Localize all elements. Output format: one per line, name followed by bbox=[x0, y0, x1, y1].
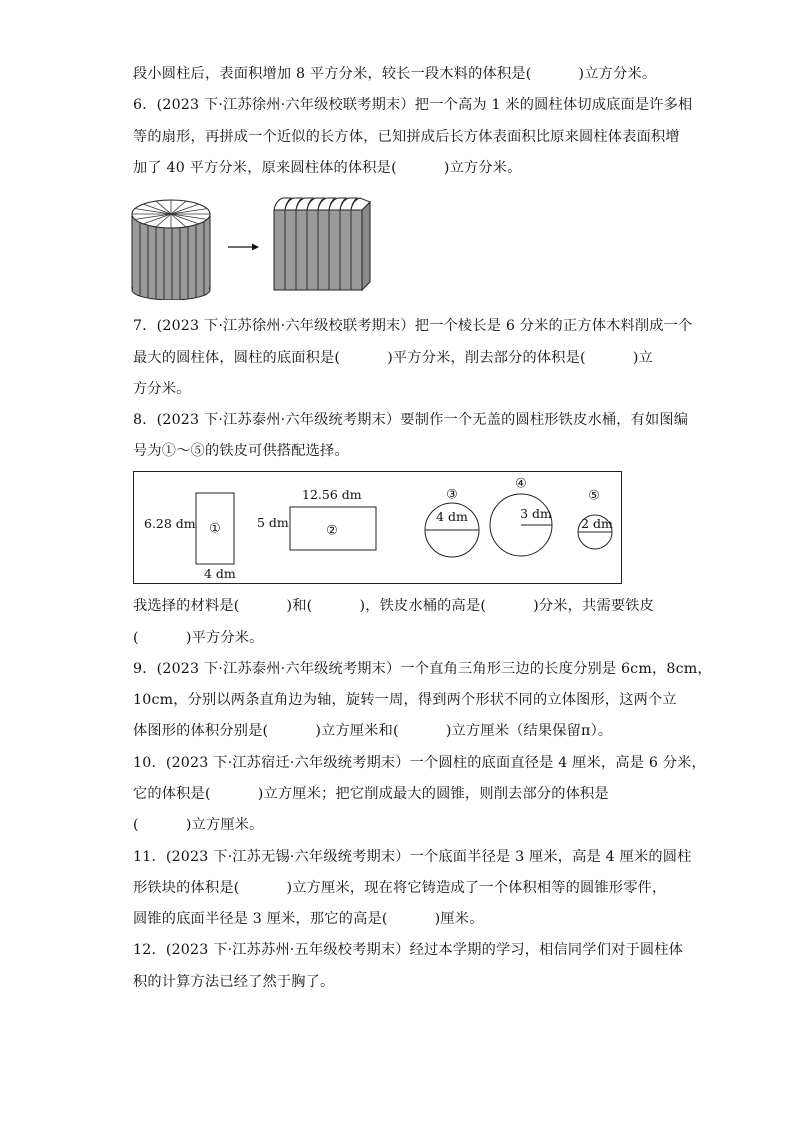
sheet-1-height-label: 6.28 dm bbox=[144, 516, 196, 531]
question-7-line: 7．(2023 下·江苏徐州·六年级校联考期末）把一个棱长是 6 分米的正方体木料削成一个 bbox=[133, 318, 693, 334]
text-line: ( )平方分米。 bbox=[133, 630, 264, 646]
text-line: 10cm，分别以两条直角边为轴，旋转一周，得到两个形状不同的立体图形，这两个立 bbox=[133, 692, 677, 708]
sheet-2-width-label: 5 dm bbox=[257, 515, 289, 530]
sheet-2-length-label: 12.56 dm bbox=[302, 487, 362, 502]
cuboid-shape bbox=[274, 198, 370, 290]
question-6-line: 6．(2023 下·江苏徐州·六年级校联考期末）把一个高为 1 米的圆柱体切成底面是许多相 bbox=[133, 97, 693, 113]
sheet-1-number: ① bbox=[209, 521, 221, 537]
sheet-5-number: ⑤ bbox=[588, 488, 600, 504]
text-line: 我选择的材料是( )和( )，铁皮水桶的高是( )分米，共需要铁皮 bbox=[133, 598, 655, 614]
sheet-4-number: ④ bbox=[515, 476, 527, 492]
question-9-line: 9．(2023 下·江苏泰州·六年级统考期末）一个直角三角形三边的长度分别是 6cm，8cm， bbox=[133, 661, 712, 677]
text-line: ( )立方厘米。 bbox=[133, 817, 264, 833]
text-line: 形铁块的体积是( )立方厘米，现在将它铸造成了一个体积相等的圆锥形零件， bbox=[133, 880, 667, 896]
cylinder-to-cuboid-figure bbox=[126, 190, 386, 300]
text-line: 它的体积是( )立方厘米；把它削成最大的圆锥，则削去部分的体积是 bbox=[133, 786, 609, 802]
cylinder-shape bbox=[132, 200, 210, 300]
text-line: 方分米。 bbox=[133, 381, 191, 397]
question-12-line: 12．(2023 下·江苏苏州·五年级校考期末）经过本学期的学习，相信同学们对于圆柱体 bbox=[133, 942, 684, 958]
text-line: 最大的圆柱体，圆柱的底面积是( )平方分米，削去部分的体积是( )立 bbox=[133, 350, 653, 366]
question-8-line: 8．(2023 下·江苏泰州·六年级统考期末）要制作一个无盖的圆柱形铁皮水桶，有如图编 bbox=[133, 412, 689, 428]
sheet-5-label: 2 dm bbox=[581, 516, 613, 531]
text-line: 号为①～⑤的铁皮可供搭配选择。 bbox=[133, 443, 349, 459]
sheet-1-width-label: 4 dm bbox=[204, 566, 236, 581]
text-line: 积的计算方法已经了然于胸了。 bbox=[133, 974, 335, 990]
text-line: 加了 40 平方分米，原来圆柱体的体积是( )立方分米。 bbox=[133, 160, 522, 176]
question-11-line: 11．(2023 下·江苏无锡·六年级统考期末）一个底面半径是 3 厘米，高是 4 厘米的圆柱 bbox=[133, 849, 692, 865]
text-line: 段小圆柱后，表面积增加 8 平方分米，较长一段木料的体积是( )立方分米。 bbox=[133, 66, 657, 82]
sheet-3-label: 4 dm bbox=[436, 509, 468, 524]
text-line: 等的扇形，再拼成一个近似的长方体，已知拼成后长方体表面积比原来圆柱体表面积增 bbox=[133, 129, 680, 145]
iron-sheet-materials-figure bbox=[133, 471, 622, 584]
arrow-icon bbox=[228, 244, 259, 251]
text-line: 体图形的体积分别是( )立方厘米和( )立方厘米（结果保留π）。 bbox=[133, 723, 613, 739]
sheet-3-number: ③ bbox=[446, 487, 458, 503]
sheet-2-number: ② bbox=[326, 523, 338, 539]
text-line: 圆锥的底面半径是 3 厘米，那它的高是( )厘米。 bbox=[133, 911, 484, 927]
question-10-line: 10．(2023 下·江苏宿迁·六年级统考期末）一个圆柱的底面直径是 4 厘米，高是 6 分米， bbox=[133, 755, 706, 771]
sheet-4-label: 3 dm bbox=[520, 506, 552, 521]
